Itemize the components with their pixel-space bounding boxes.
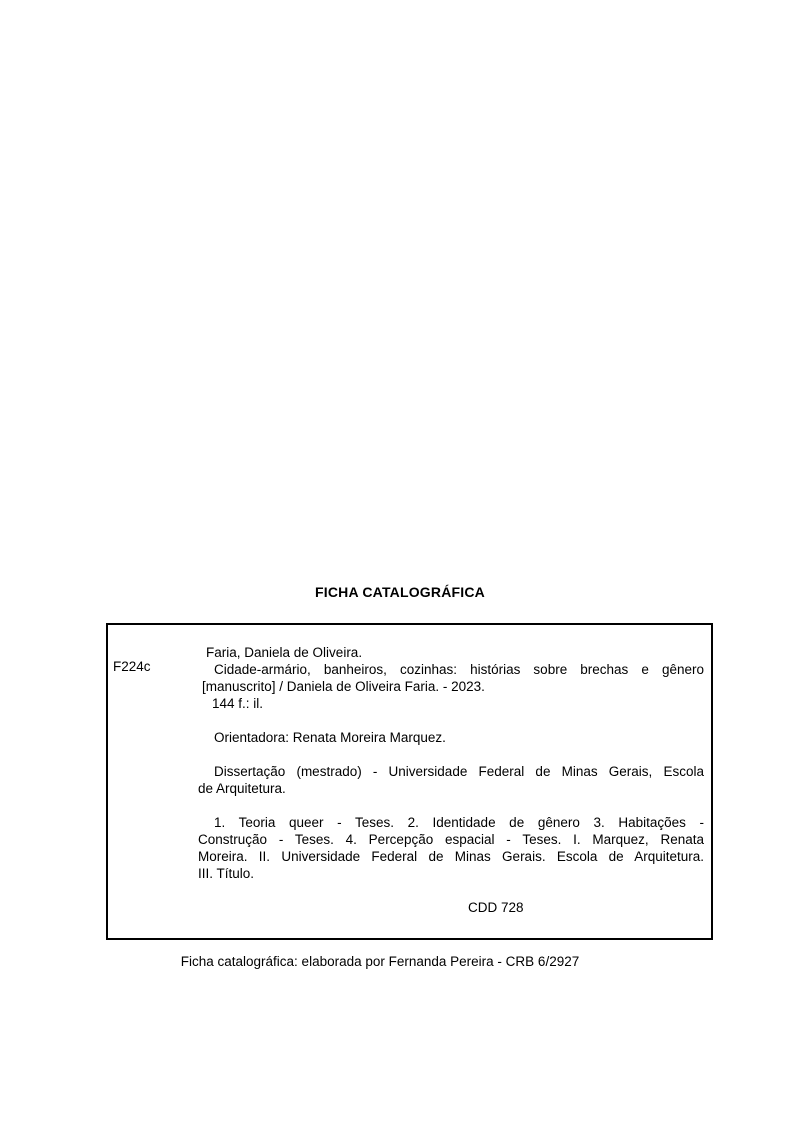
- card-line: 1. Teoria queer - Teses. 2. Identidade de gênero 3. Habitações -: [214, 815, 704, 830]
- card-line: Construção - Teses. 4. Percepção espacial - Teses. I. Marquez, Renata: [198, 832, 704, 847]
- card-line: [manuscrito] / Daniela de Oliveira Faria. - 2023.: [202, 679, 485, 694]
- card-line: de Arquitetura.: [198, 781, 286, 796]
- catalog-card-box: [106, 623, 713, 940]
- card-blank-line: [198, 797, 704, 814]
- card-blank-line: [198, 746, 704, 763]
- card-line: Dissertação (mestrado) - Universidade Federal de Minas Gerais, Escola: [214, 764, 704, 779]
- card-line: Cidade-armário, banheiros, cozinhas: histórias sobre brechas e gênero: [214, 662, 704, 677]
- card-blank-line: [198, 712, 704, 729]
- card-line: III. Título.: [198, 866, 255, 881]
- cdd-number: CDD 728: [468, 900, 524, 915]
- card-line: Orientadora: Renata Moreira Marquez.: [214, 730, 446, 745]
- page-title: FICHA CATALOGRÁFICA: [315, 584, 485, 600]
- card-line: Faria, Daniela de Oliveira.: [206, 645, 363, 660]
- call-number: F224c: [113, 659, 151, 674]
- card-line: 144 f.: il.: [212, 696, 264, 711]
- card-text-block: [198, 644, 704, 916]
- librarian-credit: Ficha catalográfica: elaborada por Fernanda Pereira - CRB 6/2927: [180, 954, 580, 969]
- card-blank-line: [198, 882, 704, 899]
- card-line: Moreira. II. Universidade Federal de Minas Gerais. Escola de Arquitetura.: [198, 849, 704, 864]
